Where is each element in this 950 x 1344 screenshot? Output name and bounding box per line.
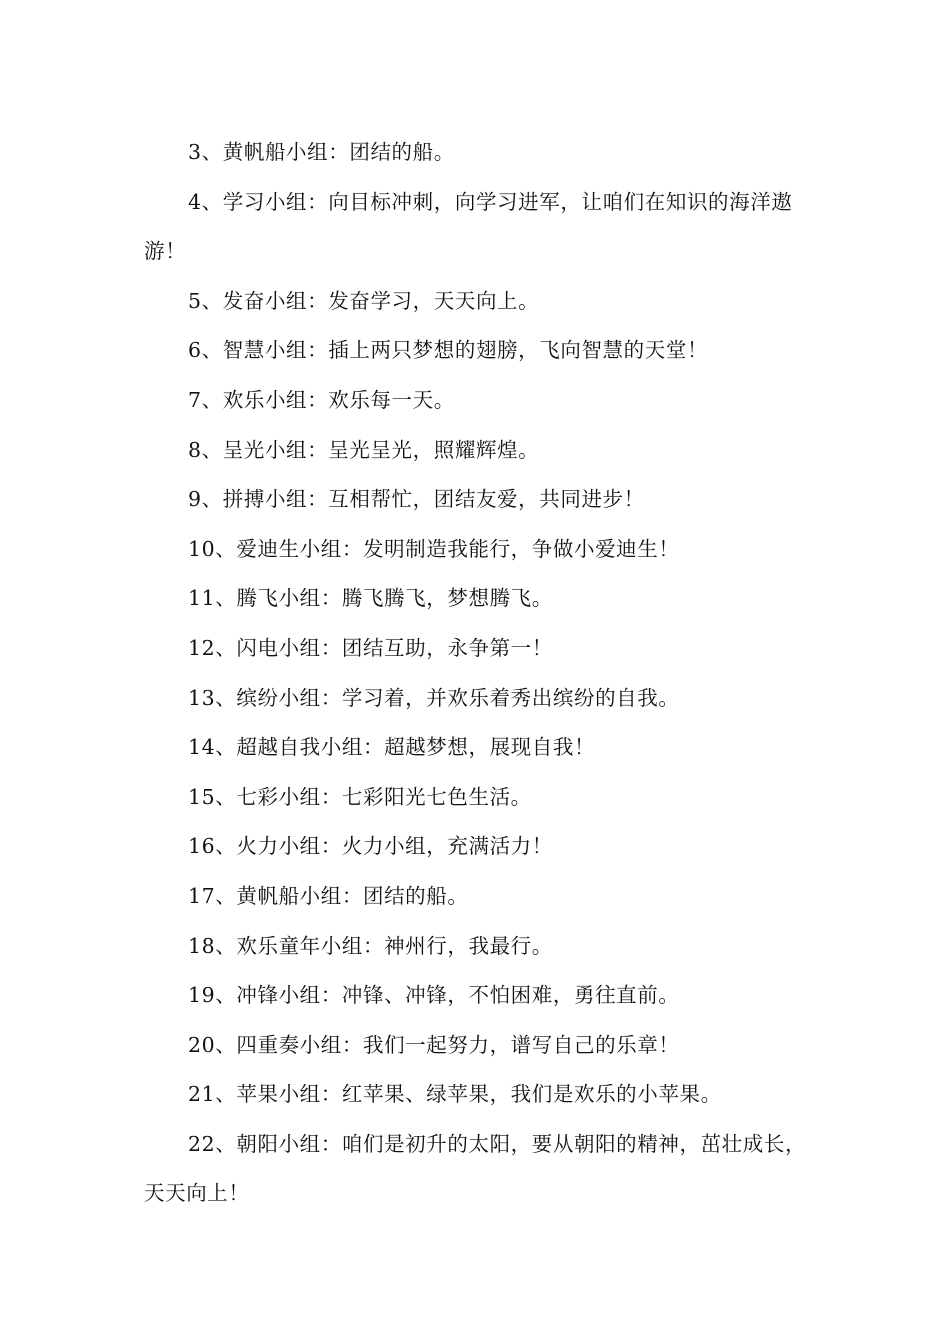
list-item: 21、苹果小组：红苹果、绿苹果，我们是欢乐的小苹果。 [188,1082,722,1107]
list-item: 19、冲锋小组：冲锋、冲锋，不怕困难，勇往直前。 [188,983,680,1008]
document-body [144,128,808,1219]
list-item: 14、超越自我小组：超越梦想，展现自我！ [188,735,596,760]
list-item: 12、闪电小组：团结互助，永争第一！ [188,635,553,660]
list-item: 4、学习小组：向目标冲刺，向学习进军，让咱们在知识的海洋遨游！ [144,189,793,264]
list-item: 17、黄帆船小组：团结的船。 [188,883,469,908]
list-item: 11、腾飞小组：腾飞腾飞，梦想腾飞。 [188,586,553,611]
list-item: 3、黄帆船小组：团结的船。 [188,140,455,164]
list-item: 16、火力小组：火力小组，充满活力！ [188,834,553,859]
list-item: 7、欢乐小组：欢乐每一天。 [188,387,455,412]
list-item: 5、发奋小组：发奋学习，天天向上。 [188,288,540,313]
list-item: 18、欢乐童年小组：神州行，我最行。 [188,933,553,958]
list-item: 8、呈光小组：呈光呈光，照耀辉煌。 [188,437,540,462]
list-item: 10、爱迪生小组：发明制造我能行，争做小爱迪生！ [188,536,680,561]
list-item: 13、缤纷小组：学习着，并欢乐着秀出缤纷的自我。 [188,685,680,710]
list-item: 15、七彩小组：七彩阳光七色生活。 [188,784,532,809]
list-item: 9、拼搏小组：互相帮忙，团结友爱，共同进步！ [188,487,645,512]
list-item: 6、智慧小组：插上两只梦想的翅膀，飞向智慧的天堂！ [188,338,709,363]
list-item: 20、四重奏小组：我们一起努力，谱写自己的乐章！ [188,1032,680,1057]
list-item: 22、朝阳小组：咱们是初升的太阳，要从朝阳的精神，茁壮成长，天天向上！ [144,1131,807,1206]
